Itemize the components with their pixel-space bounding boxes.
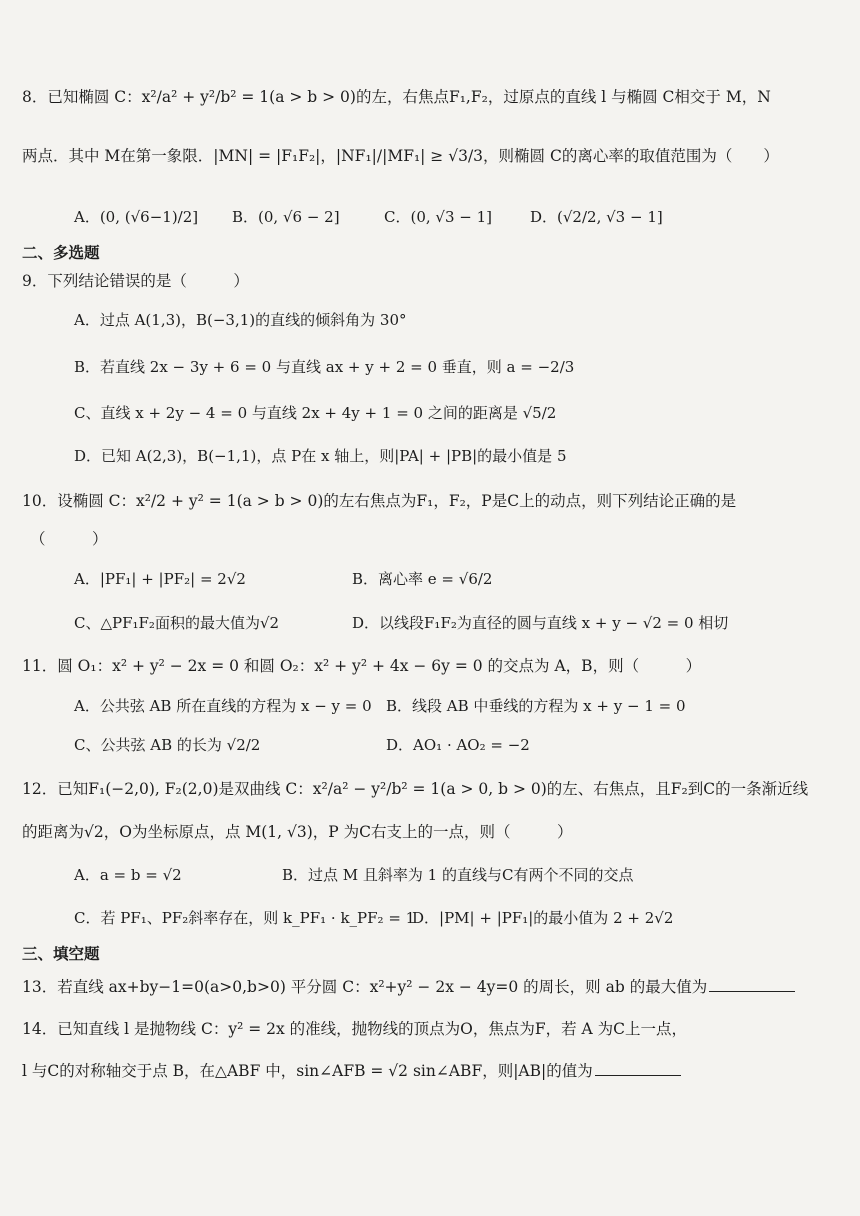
- q11-option-d: D．AO₁ · AO₂ = −2: [386, 736, 530, 754]
- q10-option-d: D．以线段F₁F₂为直径的圆与直线 x + y − √2 = 0 相切: [352, 614, 729, 632]
- q13-line: [22, 976, 795, 998]
- q13-text: 13．若直线 ax+by−1=0(a>0,b>0) 平分圆 C：x²+y² − 2x − 4y=0 的周长，则 ab 的最大值为: [22, 978, 708, 996]
- q9-option-b: B．若直线 2x − 3y + 6 = 0 与直线 ax + y + 2 = 0 垂直，则 a = −2/3: [74, 358, 575, 376]
- q10-option-c: C、△PF₁F₂面积的最大值为√2: [74, 614, 280, 632]
- section-multiple-choice-heading: 二、多选题: [22, 243, 100, 262]
- q11-option-c: C、公共弦 AB 的长为 √2/2: [74, 736, 261, 754]
- q8-line1: 8．已知椭圆 C：x²/a² + y²/b² = 1(a > b > 0)的左，右焦点F₁,F₂，过原点的直线 l 与椭圆 C相交于 M，N: [22, 88, 771, 106]
- q12-line1: 12．已知F₁(−2,0), F₂(2,0)是双曲线 C：x²/a² − y²/b² = 1(a > 0, b > 0)的左、右焦点，且F₂到C的一条渐近线: [22, 780, 809, 798]
- q13-answer-blank: [709, 977, 795, 992]
- q8-option-b: B．(0, √6 − 2]: [232, 208, 340, 226]
- q14-text: l 与C的对称轴交于点 B，在△ABF 中，sin∠AFB = √2 sin∠ABF，则|AB|的值为: [22, 1062, 593, 1080]
- q14-line1: 14．已知直线 l 是抛物线 C：y² = 2x 的准线，抛物线的顶点为O，焦点为F，若 A 为C上一点，: [22, 1020, 688, 1038]
- q10-option-a: A．|PF₁| + |PF₂| = 2√2: [74, 570, 246, 588]
- q11-option-b: B．线段 AB 中垂线的方程为 x + y − 1 = 0: [386, 697, 686, 715]
- q9-stem: 9．下列结论错误的是（ ）: [22, 272, 249, 290]
- q8-option-d: D．(√2/2, √3 − 1]: [530, 208, 663, 226]
- q10-stem: 10．设椭圆 C：x²/2 + y² = 1(a > b > 0)的左右焦点为F₁，F₂，P是C上的动点，则下列结论正确的是: [22, 492, 737, 510]
- q10-stem-bracket: （ ）: [30, 530, 108, 548]
- section-fill-in-heading: 三、填空题: [22, 944, 100, 963]
- q8-option-c: C．(0, √3 − 1]: [384, 208, 493, 226]
- q10-option-b: B．离心率 e = √6/2: [352, 570, 493, 588]
- q8-option-a: A．(0, (√6−1)/2]: [74, 208, 199, 226]
- q12-line2: 的距离为√2，O为坐标原点，点 M(1, √3)，P 为C右支上的一点，则（ ）: [22, 823, 573, 841]
- q12-option-c: C．若 PF₁、PF₂斜率存在，则 k_PF₁ · k_PF₂ = 1: [74, 909, 416, 927]
- q11-option-a: A．公共弦 AB 所在直线的方程为 x − y = 0: [74, 697, 372, 715]
- q9-option-a: A．过点 A(1,3)，B(−3,1)的直线的倾斜角为 30°: [74, 311, 407, 329]
- q9-option-c: C、直线 x + 2y − 4 = 0 与直线 2x + 4y + 1 = 0 之间的距离是 √5/2: [74, 404, 557, 422]
- q14-answer-blank: [595, 1061, 681, 1076]
- q8-line2: 两点．其中 M在第一象限．|MN| = |F₁F₂|，|NF₁|/|MF₁| ≥ √3/3，则椭圆 C的离心率的取值范围为（ ）: [22, 147, 779, 165]
- q12-option-b: B．过点 M 且斜率为 1 的直线与C有两个不同的交点: [282, 866, 634, 884]
- q12-option-a: A．a = b = √2: [74, 866, 182, 884]
- q12-option-d: D．|PM| + |PF₁|的最小值为 2 + 2√2: [412, 909, 674, 927]
- q11-stem: 11．圆 O₁：x² + y² − 2x = 0 和圆 O₂：x² + y² + 4x − 6y = 0 的交点为 A，B，则（ ）: [22, 657, 702, 675]
- q9-option-d: D．已知 A(2,3)，B(−1,1)，点 P在 x 轴上，则|PA| + |PB|的最小值是 5: [74, 447, 567, 465]
- q14-line2: [22, 1060, 681, 1082]
